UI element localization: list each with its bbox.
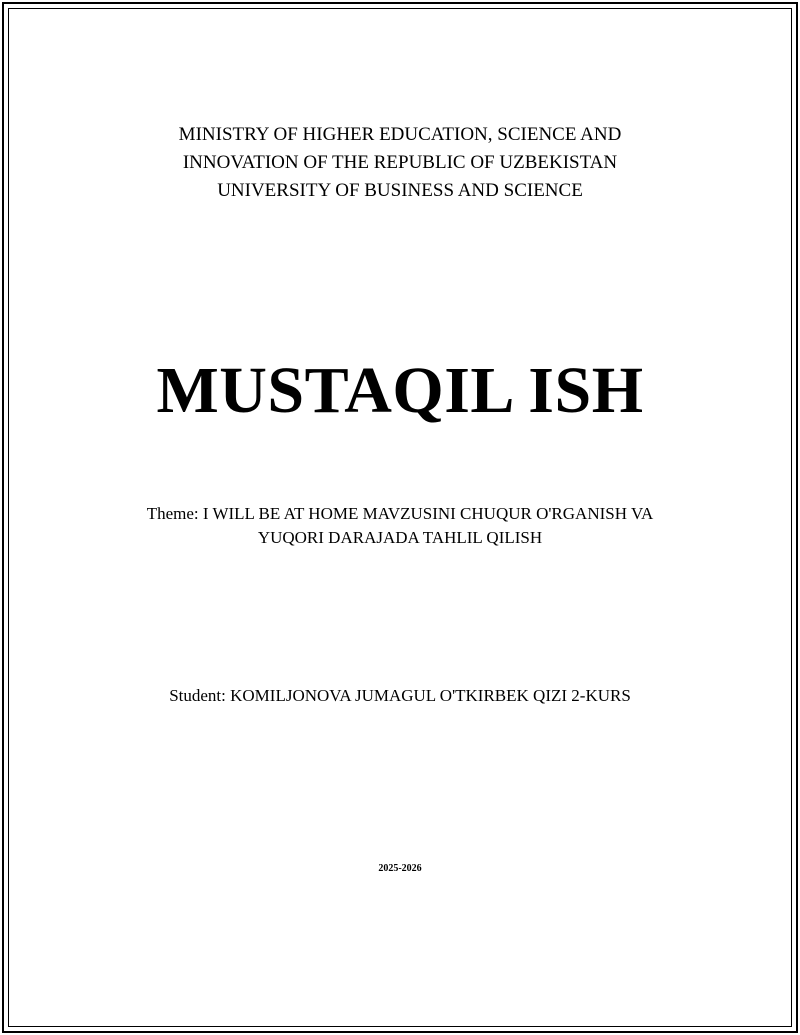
theme-line-2: YUQORI DARAJADA TAHLIL QILISH	[257, 528, 543, 547]
theme-line-1: Theme: I WILL BE AT HOME MAVZUSINI CHUQUR O'RGANISH VA	[146, 504, 654, 523]
institution-header	[0, 121, 800, 205]
ministry-line-1: MINISTRY OF HIGHER EDUCATION, SCIENCE AND	[178, 124, 622, 145]
academic-year: 2025-2026	[378, 863, 422, 874]
ministry-line-2: INNOVATION OF THE REPUBLIC OF UZBEKISTAN	[182, 152, 618, 173]
document-title: MUSTAQIL ISH	[156, 354, 644, 427]
student-info: Student: KOMILJONOVA JUMAGUL O'TKIRBEK QIZI 2-KURS	[169, 686, 631, 705]
theme	[0, 502, 800, 550]
university-name: UNIVERSITY OF BUSINESS AND SCIENCE	[217, 180, 583, 201]
